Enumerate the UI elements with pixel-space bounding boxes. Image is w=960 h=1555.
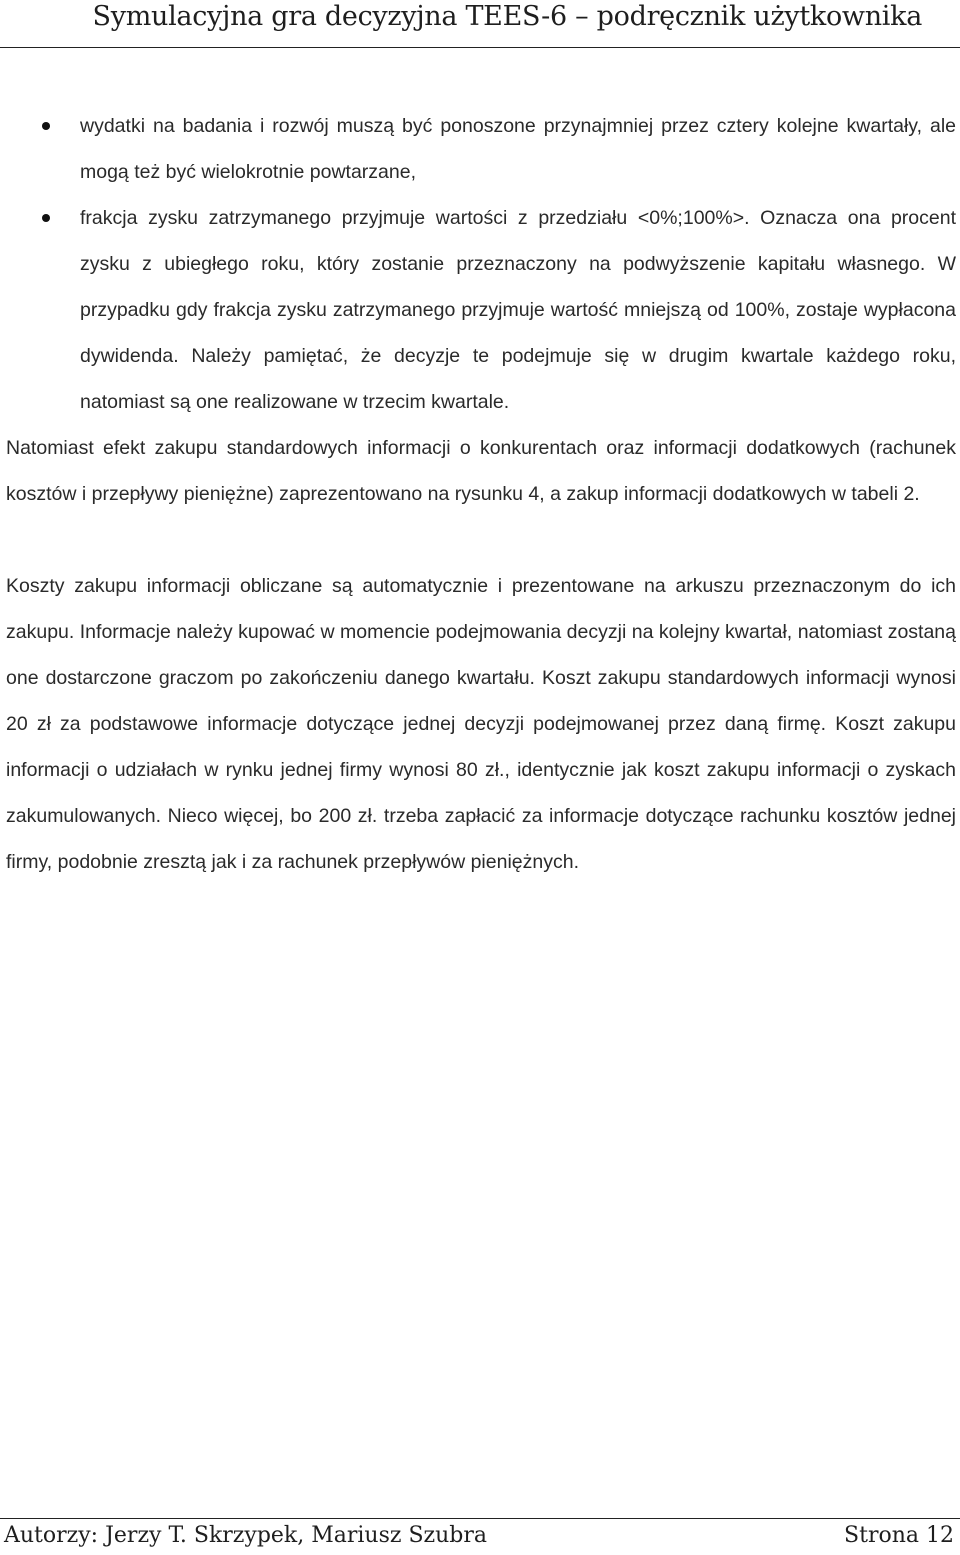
bullet-list (6, 103, 956, 425)
paragraph: Natomiast efekt zakupu standardowych informacji o konkurentach oraz informacji dodatkowych (rachunek kosztów i przepływy pieniężne) zaprezentowano na rysunku 4, a zakup informacji dodatkowych w tabeli 2. (6, 437, 956, 505)
document-title: Symulacyjna gra decyzyjna TEES-6 – podręcznik użytkownika (92, 1, 922, 32)
page-footer (0, 1518, 960, 1555)
bullet-icon (42, 122, 50, 130)
paragraph: Koszty zakupu informacji obliczane są automatycznie i prezentowane na arkuszu przeznaczonym do ich zakupu. Informacje należy kupować w momencie podejmowania decyzji na kolejny kwartał, natomiast zostaną one dostarczone graczom po zakończeniu danego kwartału. Koszt zakupu standardowych informacji wynosi 20 zł za podstawowe informacje dotyczące jednej decyzji podejmowanej przez daną firmę. Koszt zakupu informacji o udziałach w rynku jednej firmy wynosi 80 zł., identycznie jak koszt zakupu informacji o zyskach zakumulowanych. Nieco więcej, bo 200 zł. trzeba zapłacić za informacje dotyczące rachunku kosztów jednej firmy, podobnie zresztą jak i za rachunek przepływów pieniężnych. (6, 575, 956, 873)
page-number: Strona 12 (844, 1523, 954, 1548)
footer-authors: Autorzy: Jerzy T. Skrzypek, Mariusz Szubra (4, 1523, 488, 1548)
paragraph-spacer (6, 517, 956, 563)
page-body (6, 103, 956, 885)
bullet-text: wydatki na badania i rozwój muszą być ponoszone przynajmniej przez cztery kolejne kwartały, ale mogą też być wielokrotnie powtarzane, (80, 115, 956, 183)
bullet-text: frakcja zysku zatrzymanego przyjmuje wartości z przedziału <0%;100%>. Oznacza ona procent zysku z ubiegłego roku, który zostanie przeznaczony na podwyższenie kapitału własnego. W przypadku gdy frakcja zysku zatrzymanego przyjmuje wartość mniejszą od 100%, zostaje wypłacona dywidenda. Należy pamiętać, że decyzje te podejmuje się w drugim kwartale każdego roku, natomiast są one realizowane w trzecim kwartale. (80, 207, 956, 413)
bullet-item (6, 103, 956, 195)
page-header (0, 0, 960, 48)
bullet-icon (42, 214, 50, 222)
bullet-item (6, 195, 956, 425)
